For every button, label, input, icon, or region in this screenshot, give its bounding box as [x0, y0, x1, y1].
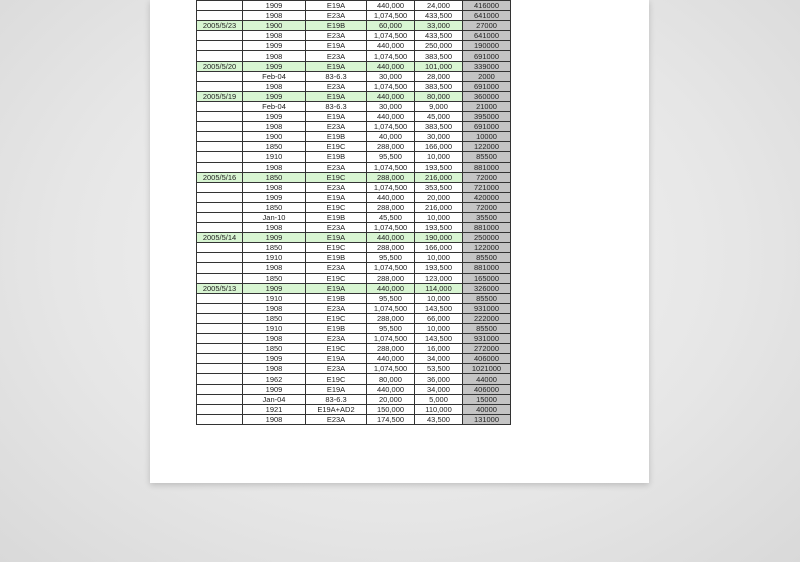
model-cell: E19B	[306, 212, 367, 222]
year-cell: 1909	[243, 354, 306, 364]
date-cell	[197, 11, 243, 21]
amount-b-cell: 143,500	[415, 303, 463, 313]
date-cell	[197, 243, 243, 253]
amount-c-cell: 85500	[463, 324, 511, 334]
date-cell	[197, 71, 243, 81]
amount-b-cell: 16,000	[415, 344, 463, 354]
amount-a-cell: 440,000	[367, 192, 415, 202]
table-row	[197, 101, 511, 111]
amount-b-cell: 33,000	[415, 21, 463, 31]
amount-a-cell: 80,000	[367, 374, 415, 384]
date-cell	[197, 404, 243, 414]
model-cell: E19C	[306, 202, 367, 212]
table-row	[197, 21, 511, 31]
model-cell: E19A	[306, 354, 367, 364]
date-cell	[197, 202, 243, 212]
amount-a-cell: 1,074,500	[367, 182, 415, 192]
table-row	[197, 122, 511, 132]
amount-b-cell: 36,000	[415, 374, 463, 384]
year-cell: 1908	[243, 162, 306, 172]
model-cell: E19C	[306, 172, 367, 182]
date-cell	[197, 112, 243, 122]
date-cell	[197, 142, 243, 152]
date-cell	[197, 364, 243, 374]
date-cell: 2005/5/16	[197, 172, 243, 182]
amount-c-cell: 21000	[463, 101, 511, 111]
amount-a-cell: 440,000	[367, 112, 415, 122]
year-cell: 1909	[243, 91, 306, 101]
date-cell	[197, 303, 243, 313]
model-cell: E19A	[306, 384, 367, 394]
amount-a-cell: 440,000	[367, 41, 415, 51]
amount-a-cell: 1,074,500	[367, 162, 415, 172]
amount-a-cell: 440,000	[367, 91, 415, 101]
date-cell	[197, 374, 243, 384]
table-row	[197, 233, 511, 243]
date-cell	[197, 273, 243, 283]
table-row	[197, 364, 511, 374]
year-cell: 1909	[243, 1, 306, 11]
model-cell: E23A	[306, 263, 367, 273]
model-cell: E19C	[306, 344, 367, 354]
year-cell: 1908	[243, 11, 306, 21]
year-cell: 1909	[243, 283, 306, 293]
table-row	[197, 142, 511, 152]
year-cell: 1909	[243, 192, 306, 202]
amount-a-cell: 288,000	[367, 142, 415, 152]
year-cell: 1909	[243, 112, 306, 122]
year-cell: 1908	[243, 31, 306, 41]
table-row	[197, 394, 511, 404]
amount-c-cell: 35500	[463, 212, 511, 222]
date-cell	[197, 152, 243, 162]
table-row	[197, 414, 511, 424]
date-cell: 2005/5/20	[197, 61, 243, 71]
amount-c-cell: 406000	[463, 354, 511, 364]
table-row	[197, 81, 511, 91]
table-row	[197, 61, 511, 71]
year-cell: 1908	[243, 334, 306, 344]
model-cell: E23A	[306, 162, 367, 172]
table-row	[197, 202, 511, 212]
table-row	[197, 152, 511, 162]
amount-b-cell: 353,500	[415, 182, 463, 192]
amount-c-cell: 931000	[463, 334, 511, 344]
amount-b-cell: 53,500	[415, 364, 463, 374]
year-cell: 1910	[243, 152, 306, 162]
year-cell: 1850	[243, 273, 306, 283]
amount-a-cell: 288,000	[367, 243, 415, 253]
model-cell: E23A	[306, 223, 367, 233]
amount-b-cell: 433,500	[415, 31, 463, 41]
date-cell	[197, 263, 243, 273]
model-cell: E19C	[306, 142, 367, 152]
year-cell: 1850	[243, 142, 306, 152]
date-cell	[197, 132, 243, 142]
model-cell: E19C	[306, 243, 367, 253]
model-cell: E23A	[306, 414, 367, 424]
amount-c-cell: 416000	[463, 1, 511, 11]
amount-b-cell: 20,000	[415, 192, 463, 202]
amount-c-cell: 406000	[463, 384, 511, 394]
table-row	[197, 404, 511, 414]
model-cell: E23A	[306, 303, 367, 313]
model-cell: E23A	[306, 11, 367, 21]
amount-b-cell: 216,000	[415, 202, 463, 212]
amount-a-cell: 288,000	[367, 273, 415, 283]
table-row	[197, 243, 511, 253]
table-body	[197, 1, 511, 425]
table-row	[197, 182, 511, 192]
year-cell: 1908	[243, 414, 306, 424]
year-cell: 1908	[243, 51, 306, 61]
amount-b-cell: 5,000	[415, 394, 463, 404]
amount-a-cell: 440,000	[367, 233, 415, 243]
amount-c-cell: 881000	[463, 223, 511, 233]
year-cell: 1908	[243, 364, 306, 374]
amount-a-cell: 440,000	[367, 384, 415, 394]
amount-c-cell: 44000	[463, 374, 511, 384]
table-row	[197, 172, 511, 182]
date-cell	[197, 394, 243, 404]
data-table	[196, 0, 511, 425]
table-row	[197, 344, 511, 354]
amount-a-cell: 288,000	[367, 172, 415, 182]
model-cell: E23A	[306, 182, 367, 192]
table-row	[197, 112, 511, 122]
model-cell: E19C	[306, 374, 367, 384]
amount-a-cell: 95,500	[367, 293, 415, 303]
date-cell	[197, 293, 243, 303]
amount-c-cell: 85500	[463, 152, 511, 162]
amount-a-cell: 95,500	[367, 324, 415, 334]
date-cell	[197, 414, 243, 424]
amount-c-cell: 881000	[463, 263, 511, 273]
table-row	[197, 162, 511, 172]
table-row	[197, 212, 511, 222]
table-row	[197, 223, 511, 233]
amount-b-cell: 24,000	[415, 1, 463, 11]
amount-a-cell: 20,000	[367, 394, 415, 404]
model-cell: E19B	[306, 324, 367, 334]
amount-b-cell: 10,000	[415, 152, 463, 162]
amount-b-cell: 383,500	[415, 51, 463, 61]
amount-a-cell: 1,074,500	[367, 263, 415, 273]
year-cell: 1909	[243, 61, 306, 71]
model-cell: E23A	[306, 31, 367, 41]
table-row	[197, 263, 511, 273]
table-row	[197, 253, 511, 263]
amount-a-cell: 1,074,500	[367, 11, 415, 21]
year-cell: 1850	[243, 243, 306, 253]
date-cell	[197, 41, 243, 51]
model-cell: E19A	[306, 91, 367, 101]
amount-c-cell: 641000	[463, 31, 511, 41]
amount-b-cell: 123,000	[415, 273, 463, 283]
date-cell	[197, 324, 243, 334]
amount-a-cell: 440,000	[367, 61, 415, 71]
amount-a-cell: 440,000	[367, 283, 415, 293]
amount-c-cell: 250000	[463, 233, 511, 243]
date-cell: 2005/5/19	[197, 91, 243, 101]
date-cell	[197, 51, 243, 61]
amount-b-cell: 114,000	[415, 283, 463, 293]
amount-c-cell: 272000	[463, 344, 511, 354]
year-cell: 1909	[243, 41, 306, 51]
year-cell: 1850	[243, 313, 306, 323]
model-cell: E19B	[306, 253, 367, 263]
date-cell: 2005/5/13	[197, 283, 243, 293]
amount-c-cell: 691000	[463, 81, 511, 91]
year-cell: 1850	[243, 172, 306, 182]
amount-a-cell: 174,500	[367, 414, 415, 424]
amount-c-cell: 15000	[463, 394, 511, 404]
amount-b-cell: 80,000	[415, 91, 463, 101]
amount-a-cell: 1,074,500	[367, 364, 415, 374]
table-row	[197, 273, 511, 283]
date-cell	[197, 182, 243, 192]
amount-a-cell: 40,000	[367, 132, 415, 142]
table-row	[197, 313, 511, 323]
amount-a-cell: 1,074,500	[367, 223, 415, 233]
table-row	[197, 293, 511, 303]
date-cell	[197, 212, 243, 222]
amount-a-cell: 1,074,500	[367, 303, 415, 313]
amount-b-cell: 190,000	[415, 233, 463, 243]
table-row	[197, 324, 511, 334]
amount-b-cell: 193,500	[415, 263, 463, 273]
model-cell: E19A	[306, 192, 367, 202]
model-cell: E23A	[306, 81, 367, 91]
amount-c-cell: 122000	[463, 142, 511, 152]
amount-a-cell: 30,000	[367, 71, 415, 81]
amount-b-cell: 43,500	[415, 414, 463, 424]
date-cell	[197, 384, 243, 394]
year-cell: 1909	[243, 233, 306, 243]
amount-b-cell: 34,000	[415, 354, 463, 364]
table-row	[197, 303, 511, 313]
amount-c-cell: 395000	[463, 112, 511, 122]
date-cell	[197, 192, 243, 202]
amount-b-cell: 193,500	[415, 223, 463, 233]
model-cell: E19A	[306, 61, 367, 71]
table-row	[197, 192, 511, 202]
year-cell: Feb-04	[243, 101, 306, 111]
amount-a-cell: 1,074,500	[367, 81, 415, 91]
amount-a-cell: 1,074,500	[367, 51, 415, 61]
amount-c-cell: 27000	[463, 21, 511, 31]
amount-b-cell: 166,000	[415, 142, 463, 152]
amount-b-cell: 10,000	[415, 253, 463, 263]
amount-c-cell: 1021000	[463, 364, 511, 374]
amount-b-cell: 45,000	[415, 112, 463, 122]
table-row	[197, 41, 511, 51]
year-cell: 1921	[243, 404, 306, 414]
amount-b-cell: 9,000	[415, 101, 463, 111]
amount-a-cell: 60,000	[367, 21, 415, 31]
amount-a-cell: 30,000	[367, 101, 415, 111]
amount-a-cell: 288,000	[367, 313, 415, 323]
table-row	[197, 384, 511, 394]
model-cell: E23A	[306, 334, 367, 344]
amount-c-cell: 721000	[463, 182, 511, 192]
amount-c-cell: 691000	[463, 122, 511, 132]
table-row	[197, 91, 511, 101]
amount-c-cell: 72000	[463, 172, 511, 182]
model-cell: 83-6.3	[306, 71, 367, 81]
date-cell	[197, 334, 243, 344]
year-cell: 1908	[243, 303, 306, 313]
date-cell	[197, 81, 243, 91]
year-cell: 1850	[243, 344, 306, 354]
document-page	[150, 0, 649, 483]
amount-b-cell: 66,000	[415, 313, 463, 323]
amount-b-cell: 28,000	[415, 71, 463, 81]
amount-b-cell: 250,000	[415, 41, 463, 51]
amount-c-cell: 10000	[463, 132, 511, 142]
amount-b-cell: 30,000	[415, 132, 463, 142]
year-cell: 1962	[243, 374, 306, 384]
amount-c-cell: 691000	[463, 51, 511, 61]
year-cell: 1909	[243, 384, 306, 394]
date-cell	[197, 31, 243, 41]
year-cell: Jan-04	[243, 394, 306, 404]
table-row	[197, 1, 511, 11]
amount-b-cell: 10,000	[415, 293, 463, 303]
amount-a-cell: 288,000	[367, 202, 415, 212]
model-cell: 83-6.3	[306, 394, 367, 404]
amount-c-cell: 85500	[463, 253, 511, 263]
amount-c-cell: 190000	[463, 41, 511, 51]
amount-a-cell: 1,074,500	[367, 122, 415, 132]
amount-b-cell: 143,500	[415, 334, 463, 344]
year-cell: 1908	[243, 223, 306, 233]
year-cell: 1908	[243, 81, 306, 91]
model-cell: E19B	[306, 293, 367, 303]
year-cell: 1908	[243, 122, 306, 132]
model-cell: E19B	[306, 152, 367, 162]
date-cell	[197, 122, 243, 132]
model-cell: E23A	[306, 364, 367, 374]
amount-c-cell: 131000	[463, 414, 511, 424]
year-cell: Feb-04	[243, 71, 306, 81]
amount-c-cell: 326000	[463, 283, 511, 293]
year-cell: 1900	[243, 21, 306, 31]
table-row	[197, 334, 511, 344]
amount-c-cell: 641000	[463, 11, 511, 21]
amount-a-cell: 440,000	[367, 354, 415, 364]
date-cell	[197, 344, 243, 354]
model-cell: E23A	[306, 122, 367, 132]
amount-c-cell: 360000	[463, 91, 511, 101]
model-cell: E19B	[306, 21, 367, 31]
amount-c-cell: 420000	[463, 192, 511, 202]
amount-c-cell: 2000	[463, 71, 511, 81]
amount-c-cell: 72000	[463, 202, 511, 212]
amount-c-cell: 931000	[463, 303, 511, 313]
date-cell	[197, 162, 243, 172]
model-cell: E19C	[306, 313, 367, 323]
amount-a-cell: 1,074,500	[367, 334, 415, 344]
date-cell	[197, 354, 243, 364]
amount-a-cell: 440,000	[367, 1, 415, 11]
date-cell	[197, 223, 243, 233]
amount-b-cell: 166,000	[415, 243, 463, 253]
year-cell: 1908	[243, 263, 306, 273]
table-row	[197, 71, 511, 81]
table-row	[197, 11, 511, 21]
model-cell: E19A+AD2	[306, 404, 367, 414]
amount-b-cell: 101,000	[415, 61, 463, 71]
amount-b-cell: 433,500	[415, 11, 463, 21]
model-cell: E19A	[306, 1, 367, 11]
year-cell: 1900	[243, 132, 306, 142]
table-row	[197, 374, 511, 384]
year-cell: 1850	[243, 202, 306, 212]
amount-c-cell: 85500	[463, 293, 511, 303]
amount-b-cell: 110,000	[415, 404, 463, 414]
year-cell: 1910	[243, 253, 306, 263]
date-cell	[197, 1, 243, 11]
table-row	[197, 31, 511, 41]
date-cell	[197, 253, 243, 263]
table-row	[197, 354, 511, 364]
amount-b-cell: 383,500	[415, 81, 463, 91]
amount-a-cell: 1,074,500	[367, 31, 415, 41]
year-cell: Jan-10	[243, 212, 306, 222]
amount-b-cell: 383,500	[415, 122, 463, 132]
amount-a-cell: 288,000	[367, 344, 415, 354]
model-cell: E19A	[306, 112, 367, 122]
date-cell	[197, 101, 243, 111]
table-row	[197, 51, 511, 61]
model-cell: E19A	[306, 233, 367, 243]
amount-b-cell: 10,000	[415, 212, 463, 222]
amount-a-cell: 150,000	[367, 404, 415, 414]
amount-c-cell: 40000	[463, 404, 511, 414]
year-cell: 1910	[243, 324, 306, 334]
model-cell: E19A	[306, 283, 367, 293]
model-cell: E19A	[306, 41, 367, 51]
year-cell: 1908	[243, 182, 306, 192]
date-cell: 2005/5/14	[197, 233, 243, 243]
table-row	[197, 132, 511, 142]
amount-c-cell: 122000	[463, 243, 511, 253]
year-cell: 1910	[243, 293, 306, 303]
amount-c-cell: 881000	[463, 162, 511, 172]
model-cell: E23A	[306, 51, 367, 61]
amount-c-cell: 165000	[463, 273, 511, 283]
date-cell	[197, 313, 243, 323]
amount-b-cell: 193,500	[415, 162, 463, 172]
amount-a-cell: 45,500	[367, 212, 415, 222]
amount-b-cell: 216,000	[415, 172, 463, 182]
date-cell: 2005/5/23	[197, 21, 243, 31]
model-cell: 83-6.3	[306, 101, 367, 111]
amount-b-cell: 34,000	[415, 384, 463, 394]
amount-c-cell: 222000	[463, 313, 511, 323]
amount-a-cell: 95,500	[367, 152, 415, 162]
model-cell: E19C	[306, 273, 367, 283]
model-cell: E19B	[306, 132, 367, 142]
amount-a-cell: 95,500	[367, 253, 415, 263]
amount-c-cell: 339000	[463, 61, 511, 71]
table-row	[197, 283, 511, 293]
amount-b-cell: 10,000	[415, 324, 463, 334]
